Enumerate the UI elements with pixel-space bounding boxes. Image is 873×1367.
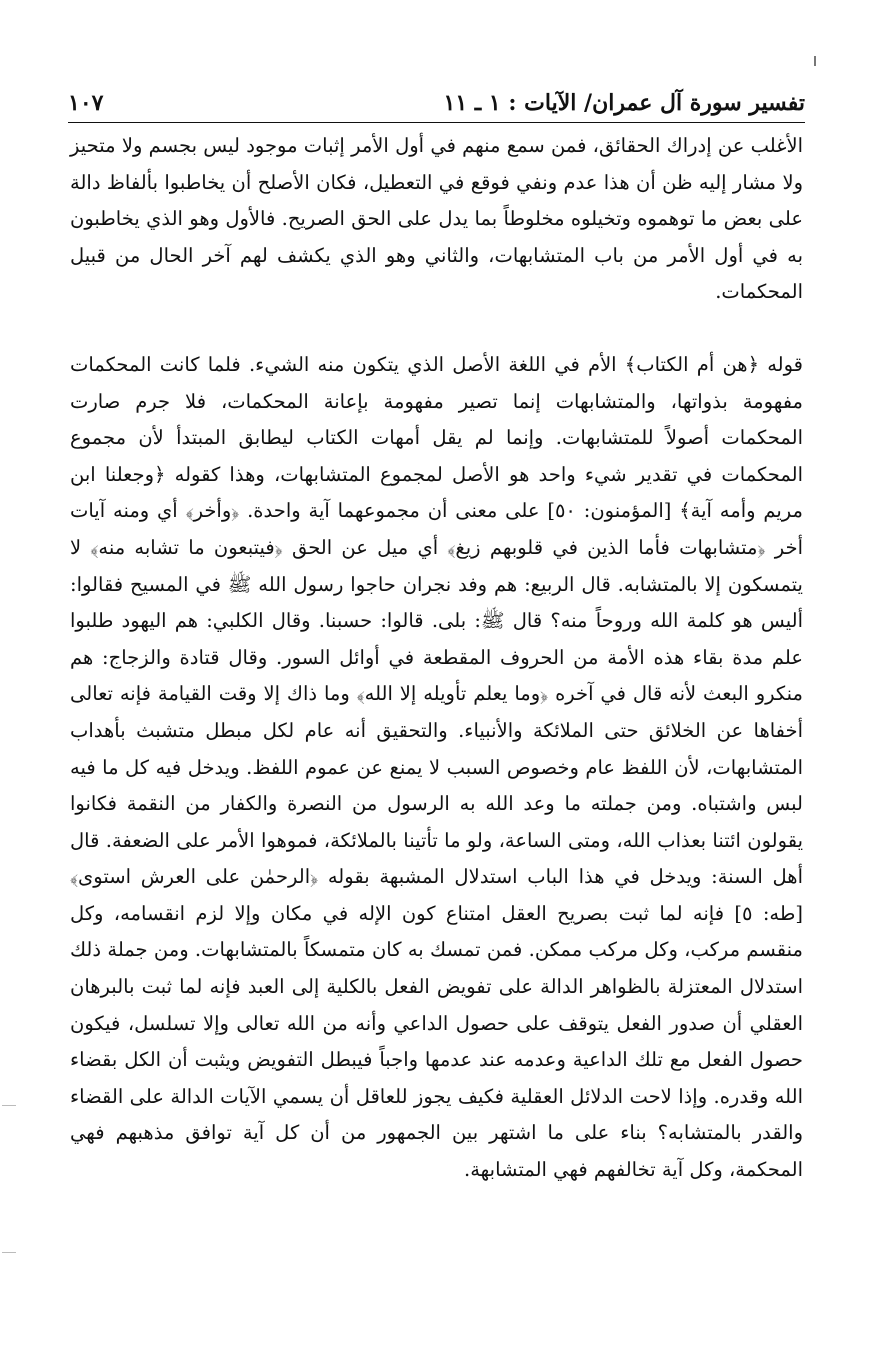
page-number: ١٠٧ — [68, 90, 104, 116]
body-text — [70, 128, 803, 1189]
paragraph-gap — [70, 311, 803, 347]
page-header — [68, 80, 805, 123]
running-title: تفسير سورة آل عمران/ الآيات : ١ ـ ١١ — [443, 90, 805, 116]
scan-mark — [814, 56, 816, 66]
paragraph-1: الأغلب عن إدراك الحقائق، فمن سمع منهم في أول الأمر إثبات موجود ليس بجسم ولا متحيز ولا مشار إليه ظن أن هذا عدم ونفي فوقع في التعطيل، فكان الأصلح أن يخاطبوا بألفاظ دالة على بعض ما توهموه وتخيلوه مخلوطاً بما يدل على الحق الصريح. فالأول وهو الذي يخاطبون به في أول الأمر من باب المتشابهات، والثاني وهو الذي يكشف لهم آخر الحال من قبيل المحكمات. — [70, 134, 803, 304]
scan-edge-mark — [2, 1252, 16, 1253]
paragraph-2: قوله ﴿هن أم الكتاب﴾ الأم في اللغة الأصل الذي يتكون منه الشيء. فلما كانت المحكمات مفهومة بذواتها، والمتشابهات إنما تصير مفهومة بإعانة المحكمات، فلا جرم صارت المحكمات أصولاً للمتشابهات. وإنما لم يقل أمهات الكتاب ليطابق المبتدأ لأن مجموع المحكمات في تقدير شيء واحد هو الأصل لمجموع المتشابهات، وهذا كقوله ﴿وجعلنا ابن مريم وأمه آية﴾ [المؤمنون: ٥٠] على معنى أن مجموعهما آية واحدة. ﴿وأخر﴾ أي ومنه آيات أخر ﴿متشابهات فأما الذين في قلوبهم زيغ﴾ أي ميل عن الحق ﴿فيتبعون ما تشابه منه﴾ لا يتمسكون إلا بالمتشابه. قال الربيع: هم وفد نجران حاجوا رسول الله ﷺ في المسيح فقالوا: أليس هو كلمة الله وروحاً منه؟ قال ﷺ: بلى. قالوا: حسبنا. وقال الكلبي: هم اليهود طلبوا علم مدة بقاء هذه الأمة من الحروف المقطعة في أوائل السور. وقال قتادة والزجاج: هم منكرو البعث لأنه قال في آخره ﴿وما يعلم تأويله إلا الله﴾ وما ذاك إلا وقت القيامة فإنه تعالى أخفاها عن الخلائق حتى الملائكة والأنبياء. والتحقيق أنه عام لكل مبطل متشبث بأهداب المتشابهات، لأن اللفظ عام وخصوص السبب لا يمنع عن عموم اللفظ. ويدخل فيه كل ما فيه لبس واشتباه. ومن جملته ما وعد الله به الرسول من النصرة والكفار من النقمة فكانوا يقولون ائتنا بعذاب الله، ومتى الساعة، ولو ما تأتينا بالملائكة، فموهوا الأمر على الضعفة. قال أهل السنة: ويدخل في هذا الباب استدلال المشبهة بقوله ﴿الرحمٰن على العرش استوى﴾ [طه: ٥] فإنه لما ثبت بصريح العقل امتناع كون الإله في مكان وإلا لزم انقسامه، وكل منقسم مركب، وكل مركب ممكن. فمن تمسك به كان متمسكاً بالمتشابهات. ومن جملة ذلك استدلال المعتزلة بالظواهر الدالة على تفويض الفعل بالكلية إلى العبد فإنه لما ثبت بالبرهان العقلي أن صدور الفعل يتوقف على حصول الداعي وأنه من الله تعالى وإلا تسلسل، فيكون حصول الفعل مع تلك الداعية وعدمه عند عدمها واجباً فيبطل التفويض ويثبت أن الكل بقضاء الله وقدره. وإذا لاحت الدلائل العقلية فكيف يجوز للعاقل أن يسمي الآيات الدالة على القضاء والقدر بالمتشابه؟ بناء على ما اشتهر بين الجمهور من أن كل آية توافق مذهبهم فهي المحكمة، وكل آية تخالفهم فهي المتشابهة. — [70, 352, 803, 1182]
scan-edge-mark — [2, 1105, 16, 1106]
